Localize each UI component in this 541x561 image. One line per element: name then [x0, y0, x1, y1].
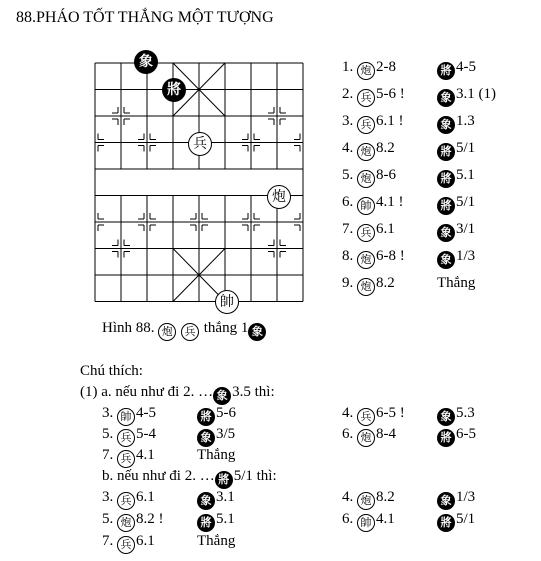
- note-b-move-black: [197, 488, 235, 510]
- black-move: 5-6: [216, 405, 236, 421]
- red-move: 8.2 !: [136, 511, 164, 527]
- black-move: 3.1 (1): [456, 86, 496, 102]
- note-b-move-black: [197, 510, 235, 532]
- black-move: 5/1: [456, 194, 476, 210]
- red-piece-icon: 兵: [357, 116, 375, 134]
- caption-text: thắng 1: [203, 320, 249, 336]
- red-piece-icon: 炮: [357, 278, 375, 296]
- red-move: 4-5: [136, 405, 156, 421]
- note-b-move-row: [342, 488, 395, 510]
- xiangqi-board: [90, 55, 310, 310]
- note-a-move-row: [342, 425, 396, 447]
- red-move: 8-4: [376, 426, 396, 442]
- black-piece-icon: 象: [197, 492, 215, 510]
- board-piece-red-cannon: 炮: [267, 185, 291, 209]
- note-a-move-row: [102, 404, 156, 426]
- note-b-move-black: [437, 510, 475, 532]
- red-piece-icon: 兵: [117, 429, 135, 447]
- main-move-black: [437, 85, 496, 107]
- black-move: Thắng: [197, 447, 236, 463]
- main-move-black: [437, 139, 475, 161]
- move-number: 6.: [342, 426, 357, 442]
- red-move: 6.1: [376, 221, 395, 237]
- black-piece-icon: 將: [437, 514, 455, 532]
- move-number: 3.: [102, 405, 117, 421]
- main-move-row: [342, 220, 395, 242]
- note-b-pre: b. nếu như đi 2. …: [102, 468, 215, 484]
- note-a-line: [80, 383, 275, 405]
- red-move: 2-8: [376, 59, 396, 75]
- note-a-move-black: [437, 425, 476, 447]
- black-move: 1/3: [456, 489, 476, 505]
- red-piece-icon: 炮: [357, 429, 375, 447]
- move-number: 4.: [342, 140, 357, 156]
- note-a-move-row: [102, 425, 156, 447]
- caption-soldier-icon: 兵: [181, 323, 199, 341]
- main-move-black: [437, 247, 475, 269]
- black-move: 5.1: [216, 511, 235, 527]
- black-piece-icon: 將: [197, 514, 215, 532]
- black-move: 4-5: [456, 59, 476, 75]
- red-move: 4.1: [376, 511, 395, 527]
- red-move: 8.2: [376, 275, 395, 291]
- red-move: 6-5 !: [376, 405, 405, 421]
- black-piece-icon: 象: [197, 429, 215, 447]
- board-piece-red-soldier: 兵: [188, 132, 212, 156]
- red-piece-icon: 炮: [357, 170, 375, 188]
- move-number: 5.: [102, 426, 117, 442]
- main-move-row: [342, 112, 404, 134]
- note-b-move-row: [342, 510, 395, 532]
- move-number: 6.: [342, 194, 357, 210]
- note-b-move-row: [102, 488, 155, 510]
- main-move-black: [437, 58, 476, 80]
- move-number: 3.: [342, 113, 357, 129]
- note-b-general-icon: 將: [215, 471, 233, 489]
- black-piece-icon: 象: [437, 116, 455, 134]
- note-a-move-row: [102, 446, 155, 468]
- red-move: 6.1: [136, 489, 155, 505]
- move-number: 6.: [342, 511, 357, 527]
- move-number: 2.: [342, 86, 357, 102]
- main-move-row: [342, 274, 395, 296]
- note-a-move-black: [197, 404, 236, 426]
- main-move-row: [342, 58, 396, 80]
- main-move-black: [437, 112, 475, 134]
- red-piece-icon: 帥: [357, 514, 375, 532]
- black-piece-icon: 象: [437, 224, 455, 242]
- main-move-row: [342, 139, 395, 161]
- red-move: 6-8 !: [376, 248, 405, 264]
- red-move: 6.1 !: [376, 113, 404, 129]
- note-b-move-black: [437, 488, 475, 510]
- red-move: 8.2: [376, 140, 395, 156]
- note-a-move-black: [197, 425, 235, 447]
- black-move: 3.1: [216, 489, 235, 505]
- red-piece-icon: 炮: [357, 251, 375, 269]
- move-number: 1.: [342, 59, 357, 75]
- note-b-move-row: [102, 532, 155, 554]
- move-number: 7.: [102, 533, 117, 549]
- page-title: 88.PHÁO TỐT THẮNG MỘT TƯỢNG: [16, 9, 274, 26]
- black-move: 3/5: [216, 426, 236, 442]
- move-number: 9.: [342, 275, 357, 291]
- board-piece-black-elephant: 象: [134, 50, 158, 74]
- black-move: Thắng: [197, 533, 236, 549]
- black-move: Thắng: [437, 275, 476, 291]
- note-a-move-black: [197, 446, 235, 464]
- note-b-line: [102, 467, 277, 489]
- note-a-move-black: [437, 404, 475, 426]
- main-move-black: [437, 220, 475, 242]
- move-number: 4.: [342, 489, 357, 505]
- red-piece-icon: 炮: [117, 514, 135, 532]
- black-piece-icon: 將: [437, 429, 455, 447]
- red-piece-icon: 炮: [357, 143, 375, 161]
- red-piece-icon: 兵: [357, 408, 375, 426]
- move-number: 8.: [342, 248, 357, 264]
- board-caption: [102, 319, 267, 341]
- red-move: 5-4: [136, 426, 156, 442]
- black-piece-icon: 象: [437, 408, 455, 426]
- black-move: 1.3: [456, 113, 475, 129]
- move-number: 3.: [102, 489, 117, 505]
- main-move-black: [437, 274, 475, 292]
- black-move: 5.3: [456, 405, 475, 421]
- black-move: 6-5: [456, 426, 476, 442]
- red-piece-icon: 帥: [357, 197, 375, 215]
- black-move: 5/1: [456, 511, 476, 527]
- note-a-pre: (1) a. nếu như đi 2. …: [80, 384, 214, 400]
- main-move-row: [342, 193, 404, 215]
- black-move: 5/1: [456, 140, 476, 156]
- note-a-post: 3.5 thì:: [232, 384, 275, 400]
- black-piece-icon: 將: [197, 408, 215, 426]
- red-piece-icon: 兵: [357, 89, 375, 107]
- black-piece-icon: 象: [437, 251, 455, 269]
- black-piece-icon: 將: [437, 197, 455, 215]
- black-piece-icon: 象: [437, 492, 455, 510]
- note-a-elephant-icon: 象: [213, 387, 231, 405]
- note-a-move-row: [342, 404, 405, 426]
- note-b-move-row: [102, 510, 164, 532]
- black-move: 3/1: [456, 221, 476, 237]
- note-b-post: 5/1 thì:: [233, 468, 277, 484]
- red-piece-icon: 兵: [357, 224, 375, 242]
- black-piece-icon: 象: [437, 89, 455, 107]
- black-piece-icon: 將: [437, 62, 455, 80]
- main-move-row: [342, 247, 405, 269]
- black-piece-icon: 將: [437, 170, 455, 188]
- black-move: 5.1: [456, 167, 475, 183]
- board-piece-red-king: 帥: [215, 290, 239, 314]
- move-number: 5.: [102, 511, 117, 527]
- red-piece-icon: 炮: [357, 492, 375, 510]
- red-move: 6.1: [136, 533, 155, 549]
- caption-prefix: Hình 88.: [102, 320, 155, 336]
- black-piece-icon: 將: [437, 143, 455, 161]
- red-piece-icon: 兵: [117, 450, 135, 468]
- notes-heading: Chú thích:: [80, 363, 143, 379]
- red-move: 8-6: [376, 167, 396, 183]
- red-move: 8.2: [376, 489, 395, 505]
- main-move-black: [437, 193, 475, 215]
- red-move: 4.1 !: [376, 194, 404, 210]
- main-move-black: [437, 166, 475, 188]
- move-number: 5.: [342, 167, 357, 183]
- caption-cannon-icon: 炮: [158, 323, 176, 341]
- main-move-row: [342, 166, 396, 188]
- red-piece-icon: 兵: [117, 492, 135, 510]
- red-move: 4.1: [136, 447, 155, 463]
- red-piece-icon: 炮: [357, 62, 375, 80]
- note-b-move-black: [197, 532, 235, 550]
- red-piece-icon: 兵: [117, 536, 135, 554]
- red-piece-icon: 帥: [117, 408, 135, 426]
- black-move: 1/3: [456, 248, 476, 264]
- red-move: 5-6 !: [376, 86, 405, 102]
- caption-elephant-icon: 象: [248, 323, 266, 341]
- main-move-row: [342, 85, 405, 107]
- move-number: 4.: [342, 405, 357, 421]
- move-number: 7.: [342, 221, 357, 237]
- board-piece-black-general: 將: [162, 78, 186, 102]
- move-number: 7.: [102, 447, 117, 463]
